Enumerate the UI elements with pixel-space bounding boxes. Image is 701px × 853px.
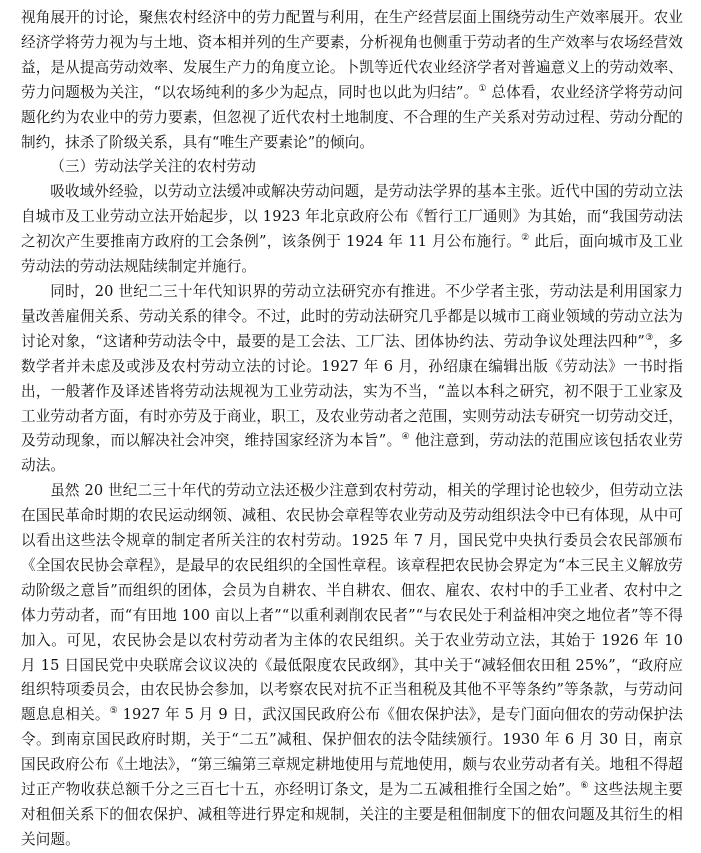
paragraph — [21, 479, 683, 853]
paragraph-text-tail: 这些法规主要对租佃关系下的佃农保护、减租等进行界定和规制，关注的主要是租佃制度下的佃农问题及其衍生的相关问题。 — [21, 781, 684, 848]
footnote-marker[interactable]: ② — [521, 233, 530, 244]
paragraph-text: 同时，20 世纪二三十年代知识界的劳动立法研究亦有推进。不少学者主张，劳动法是利用国家力量改善雇佣关系、劳动关系的律令。不过，此时的劳动法研究几乎都是以城市工商业领域的劳动立法为讨论对象，“这诸种劳动法令中，最要的是工会法、工厂法、团体协约法、劳动争议处理法四种” — [21, 282, 683, 350]
paragraph-text-tail: ，多数学者并未虑及或涉及农村劳动立法的讨论。1927 年 6 月，孙绍康在编辑出版《劳动法》一书时指出，一般著作及译述皆将劳动法规视为工业劳动法，实为不当，“盖以本科之研究，初不限于工业家及工业劳动者方面，有时亦劳及于商业，职工，及农业劳动者之范围，实则劳动法专研究一切劳动交迁，及劳动现象，而以解决社会冲突，维持国家经济为本旨”。 — [21, 332, 684, 450]
footnote-marker[interactable]: ⑤ — [109, 706, 118, 717]
footnote-marker[interactable]: ⑥ — [580, 781, 589, 792]
paragraph-text-tail: 他注意到，劳动法的范围应该包括农业劳动法。 — [21, 432, 683, 475]
paragraph-text-tail: 1927 年 5 月 9 日，武汉国民政府公布《佃农保护法》，是专门面向佃农的劳动保护法令。到南京国民政府时期，关于“二五”减租、保护佃农的法令陆续颁行。1930 年 6 月 30 日，南京国民政府公布《土地法》，“第三编第三章规定耕地使用与荒地使用，颇与农业劳动者有关。地租不得超过正产物收获总额千分之三百七十五，亦经明订条文，是为二五减租推行全国之始”。 — [21, 706, 683, 799]
footnote-marker[interactable]: ① — [478, 83, 487, 94]
paragraph-continued — [21, 6, 683, 155]
paragraph-text-tail: 此后，面向城市及工业劳动法的劳动法规陆续制定并施行。 — [21, 233, 683, 276]
footnote-marker[interactable]: ④ — [401, 432, 410, 443]
section-heading: （三）劳动法学关注的农村劳动 — [50, 158, 256, 176]
paragraph-text: 吸收域外经验，以劳动立法缓冲或解决劳动问题，是劳动法学界的基本主张。近代中国的劳动立法自城市及工业劳动立法开始起步，以 1923 年北京政府公布《暂行工厂通则》为其始，而“我国劳动法之初次产生要推南方政府的工会条例”，该条例于 1924 年 11 月公布施行。 — [21, 183, 683, 251]
paragraph — [21, 280, 683, 479]
paragraph-text: 视角展开的讨论，聚焦农村经济中的劳力配置与利用，在生产经营层面上围绕劳动生产效率展开。农业经济学将劳力视为与土地、资本相并列的生产要素，分析视角也侧重于劳动者的生产效率与农场经营效益，是从提高劳动效率、发展生产力的角度立论。卜凯等近代农业经济学者对普遍意义上的劳动效率、劳力问题极为关注，“以农场纯利的多少为起点，同时也以此为归结”。 — [21, 9, 683, 101]
footnote-marker[interactable]: ③ — [644, 332, 654, 343]
paragraph — [21, 180, 683, 280]
paragraph-text-tail: 总体看，农业经济学将劳动问题化约为农业中的劳力要素，但忽视了近代农村土地制度、不合理的生产关系对劳动过程、劳动分配的制约，抹杀了阶级关系，具有“唯生产要素论”的倾向。 — [21, 83, 683, 151]
paragraph-text: 虽然 20 世纪二三十年代的劳动立法还极少注意到农村劳动，相关的学理讨论也较少，但劳动立法在国民革命时期的农民运动纲领、减租、农民协会章程等农业劳动及劳动组织法令中已有体现，从中可以看出这些法令规章的制定者所关注的农村劳动。1925 年 7 月，国民党中央执行委员会农民部颁布《全国农民协会章程》，是最早的农民组织的全国性章程。该章程把农民协会界定为“本三民主义解放劳动阶级之意旨”而组织的团体，会员为自耕农、半自耕农、佃农、雇农、农村中的手工业者、农村中之体力劳动者，而“有田地 100 亩以上者”“以重利剥削农民者”“与农民处于利益相冲突之地位者”等不得加入。可见，农民协会是以农村劳动者为主体的农民组织。关于农业劳动立法，其始于 1926 年 10 月 15 日国民党中央联席会议议决的《最低限度农民政纲》，其中关于“减轻佃农田租 25%”，“政府应组织特项委员会，由农民协会参加，以考察农民对抗不正当租税及其他不平等条约”等条款，与劳动问题息息相关。 — [21, 482, 683, 724]
